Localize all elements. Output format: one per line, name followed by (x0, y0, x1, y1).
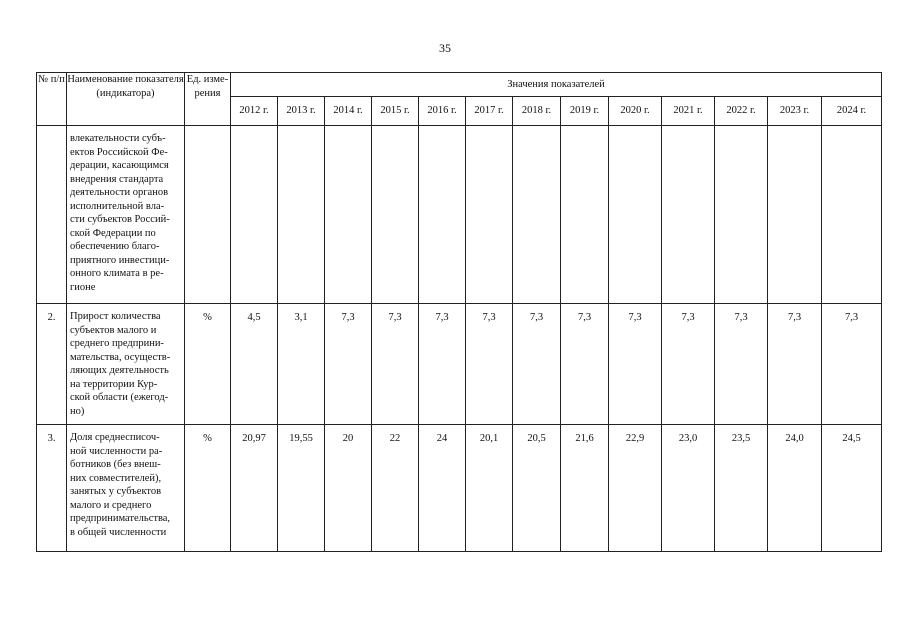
value-cell: 7,3 (662, 304, 715, 425)
header-year: 2012 г. (231, 97, 278, 126)
header-year: 2016 г. (419, 97, 466, 126)
value-cell: 7,3 (325, 304, 372, 425)
indicator-name-line: ботников (без внеш- (70, 459, 161, 470)
indicator-name (67, 126, 185, 304)
value-cell: 7,3 (466, 304, 513, 425)
value-cell: 24 (419, 425, 466, 552)
header-year: 2018 г. (513, 97, 561, 126)
value-cell: 20 (325, 425, 372, 552)
indicator-name (67, 425, 185, 552)
indicator-name-line: среднего предприни- (70, 338, 164, 349)
indicator-name-line: обеспечению благо- (70, 241, 160, 252)
value-cell: 7,3 (715, 304, 768, 425)
value-cell (372, 126, 419, 304)
header-year: 2014 г. (325, 97, 372, 126)
value-cell (768, 126, 822, 304)
unit-cell: % (185, 304, 231, 425)
header-year: 2021 г. (662, 97, 715, 126)
indicator-name-line: Прирост количества (70, 311, 161, 322)
header-num: № п/п (37, 73, 67, 126)
table-body (37, 126, 882, 552)
value-cell (513, 126, 561, 304)
value-cell: 3,1 (278, 304, 325, 425)
row-number (37, 126, 67, 304)
value-cell (419, 126, 466, 304)
value-cell: 20,97 (231, 425, 278, 552)
table-row (37, 304, 882, 425)
indicator-name-line: занятых у субъектов (70, 486, 162, 497)
value-cell: 23,0 (662, 425, 715, 552)
indicator-name-line: деятельности органов (70, 187, 169, 198)
header-year: 2019 г. (561, 97, 609, 126)
indicator-name (67, 304, 185, 425)
indicator-name-line: онного климата в ре- (70, 268, 164, 279)
header-year: 2023 г. (768, 97, 822, 126)
indicator-name-line: малого и среднего (70, 499, 152, 511)
value-cell: 7,3 (372, 304, 419, 425)
indicator-name-line: исполнительной вла- (70, 200, 165, 212)
indicator-name-line: ской области (ежегод- (70, 392, 169, 403)
header-year: 2024 г. (822, 97, 882, 126)
value-cell: 7,3 (822, 304, 882, 425)
header-name: Наименование показателя (индикатора) (67, 73, 185, 126)
header-unit: Ед. изме-рения (185, 73, 231, 126)
table-row (37, 126, 882, 304)
indicator-name-line: Доля среднесписоч- (70, 432, 160, 443)
value-cell (325, 126, 372, 304)
value-cell (561, 126, 609, 304)
indicator-name-line: внедрения стандарта (70, 173, 164, 185)
indicator-name-line: но) (70, 405, 85, 417)
value-cell: 24,0 (768, 425, 822, 552)
indicator-name-line: ной численности ра- (70, 445, 163, 457)
indicator-name-line: них совместителей), (70, 472, 162, 484)
value-cell: 22,9 (609, 425, 662, 552)
indicator-name-line: влекательности субъ- (70, 133, 166, 144)
row-number: 3. (37, 425, 67, 552)
header-row-top (37, 73, 882, 97)
value-cell: 7,3 (513, 304, 561, 425)
header-values-title: Значения показателей (231, 73, 882, 97)
indicator-name-line: сти субъектов Россий- (70, 214, 170, 225)
header-year: 2020 г. (609, 97, 662, 126)
value-cell: 4,5 (231, 304, 278, 425)
indicator-name-line: дерации, касающимся (70, 160, 169, 171)
value-cell (662, 126, 715, 304)
value-cell: 7,3 (609, 304, 662, 425)
indicator-name-line: ектов Российской Фе- (70, 146, 168, 158)
value-cell: 22 (372, 425, 419, 552)
indicator-name-line: субъектов малого и (70, 324, 157, 336)
value-cell: 7,3 (561, 304, 609, 425)
value-cell: 19,55 (278, 425, 325, 552)
indicator-name-line: мательства, осуществ- (70, 351, 171, 363)
unit-cell: % (185, 425, 231, 552)
table-row (37, 425, 882, 552)
row-number: 2. (37, 304, 67, 425)
indicator-name-line: в общей численности (70, 526, 167, 538)
indicator-name-line: на территории Кур- (70, 378, 158, 390)
header-year: 2017 г. (466, 97, 513, 126)
indicator-name-line: ской Федерации по (70, 227, 156, 239)
indicator-name-line: приятного инвестици- (70, 254, 170, 266)
value-cell (609, 126, 662, 304)
value-cell: 20,5 (513, 425, 561, 552)
value-cell (278, 126, 325, 304)
value-cell: 24,5 (822, 425, 882, 552)
indicator-name-line: ляющих деятельность (70, 365, 169, 376)
value-cell: 7,3 (768, 304, 822, 425)
value-cell (466, 126, 513, 304)
indicator-name-line: гионе (70, 281, 96, 293)
value-cell: 20,1 (466, 425, 513, 552)
value-cell (715, 126, 768, 304)
header-year: 2022 г. (715, 97, 768, 126)
value-cell (822, 126, 882, 304)
header-year: 2015 г. (372, 97, 419, 126)
header-year: 2013 г. (278, 97, 325, 126)
page-number: 35 (439, 41, 451, 55)
value-cell (231, 126, 278, 304)
indicator-name-line: предпринимательства, (70, 513, 171, 524)
value-cell: 21,6 (561, 425, 609, 552)
value-cell: 23,5 (715, 425, 768, 552)
unit-cell (185, 126, 231, 304)
value-cell: 7,3 (419, 304, 466, 425)
indicators-table (36, 72, 882, 552)
